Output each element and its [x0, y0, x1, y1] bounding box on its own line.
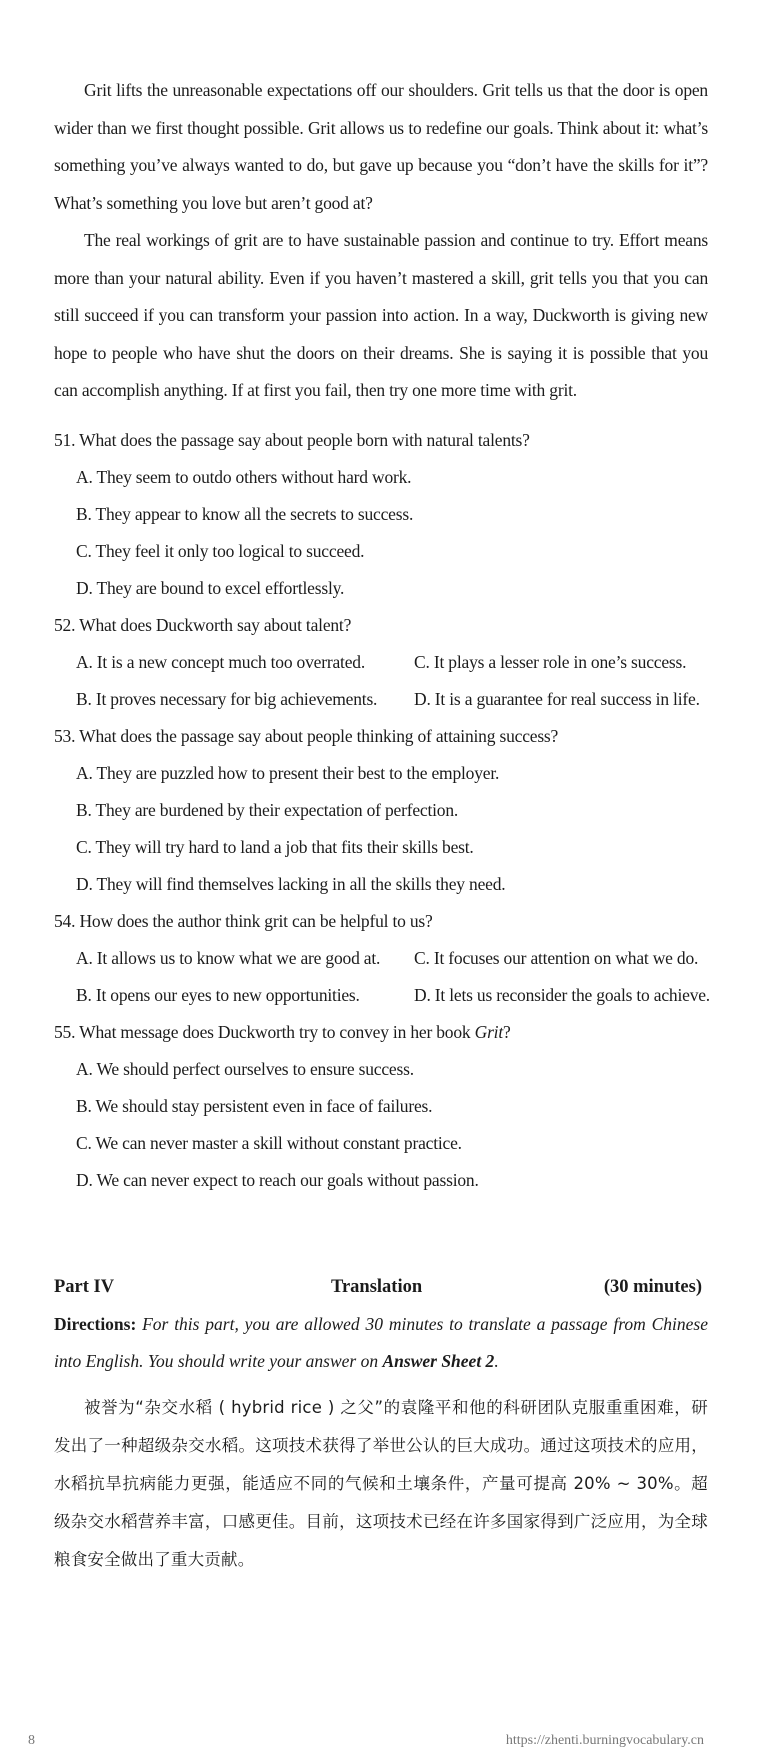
directions-text: For this part, you are allowed 30 minutes to translate a passage from Chinese into English. You should write your answer on — [54, 1314, 708, 1371]
passage-paragraph-1: Grit lifts the unreasonable expectations off our shoulders. Grit tells us that the door is open wider than we first thought possible. Grit allows us to redefine our goals. Think about it: what’s something you’ve always wanted to do, but gave up because you “don’t have the skills for it”? What’s something you love but aren’t good at? — [54, 80, 708, 213]
time-allotted: (30 minutes) — [603, 1277, 702, 1297]
q51-option-d: D. They are bound to excel effortlessly. — [76, 578, 345, 598]
q52-option-c: C. It plays a lesser role in one’s success. — [414, 652, 687, 672]
q51-option-c: C. They feel it only too logical to succeed. — [76, 541, 365, 561]
footer-url: https://zhenti.burningvocabulary.cn — [505, 1733, 704, 1748]
q53-option-b: B. They are burdened by their expectation of perfection. — [76, 800, 459, 820]
question-51-stem: 51. What does the passage say about people born with natural talents? — [54, 430, 530, 450]
q55-option-d: D. We can never expect to reach our goals without passion. — [76, 1170, 479, 1190]
chinese-passage: 被誉为“杂交水稻 ( hybrid rice ) 之父”的袁隆平和他的科研团队克服重重困难，研发出了一种超级杂交水稻。这项技术获得了举世公认的巨大成功。通过这项技术的应用，水稻抗旱抗病能力更强，能适应不同的气候和土壤条件，产量可提高 20% ~ 30%。超级杂交水稻营养丰富，口感更佳。目前，这项技术已经在许多国家得到广泛应用，为全球粮食安全做出了重大贡献。 — [54, 1398, 708, 1569]
q51-option-b: B. They appear to know all the secrets to success. — [76, 504, 414, 524]
q55-stem-end: ? — [503, 1022, 511, 1042]
q52-option-a: A. It is a new concept much too overrated. — [76, 652, 365, 672]
q53-option-c: C. They will try hard to land a job that fits their skills best. — [76, 837, 474, 857]
question-52-stem: 52. What does Duckworth say about talent? — [54, 615, 352, 635]
q55-option-b: B. We should stay persistent even in face of failures. — [76, 1096, 433, 1116]
q55-stem-text: 55. What message does Duckworth try to convey in her book — [54, 1022, 475, 1042]
question-53-stem: 53. What does the passage say about people thinking of attaining success? — [54, 726, 559, 746]
q52-option-d: D. It is a guarantee for real success in life. — [414, 689, 700, 709]
q55-book-title: Grit — [474, 1022, 503, 1042]
answer-sheet-ref: Answer Sheet 2 — [382, 1351, 495, 1371]
question-55-stem — [54, 1022, 511, 1042]
directions-end: . — [494, 1351, 499, 1371]
q54-option-b: B. It opens our eyes to new opportunities. — [76, 985, 360, 1005]
q53-option-d: D. They will find themselves lacking in all the skills they need. — [76, 874, 506, 894]
section-title: Translation — [331, 1277, 423, 1297]
q51-option-a: A. They seem to outdo others without hard work. — [76, 467, 412, 487]
q53-option-a: A. They are puzzled how to present their best to the employer. — [76, 763, 500, 783]
question-54-stem: 54. How does the author think grit can be helpful to us? — [54, 911, 433, 931]
q54-option-c: C. It focuses our attention on what we do. — [414, 948, 699, 968]
q52-option-b: B. It proves necessary for big achievements. — [76, 689, 378, 709]
passage-paragraph-2: The real workings of grit are to have sustainable passion and continue to try. Effort means more than your natural ability. Even if you haven’t mastered a skill, grit tells you that you can still succeed if you can transform your passion into action. In a way, Duckworth is giving new hope to people who have shut the doors on their dreams. She is saying it is possible that you can accomplish anything. If at first you fail, then try one more time with grit. — [54, 230, 708, 400]
reading-passage — [54, 72, 708, 410]
q54-option-d: D. It lets us reconsider the goals to achieve. — [414, 985, 710, 1005]
part-label: Part IV — [54, 1277, 115, 1297]
page-number: 8 — [28, 1733, 35, 1748]
directions — [54, 1306, 708, 1380]
directions-label: Directions: — [54, 1314, 137, 1334]
q55-option-c: C. We can never master a skill without constant practice. — [76, 1133, 462, 1153]
q55-option-a: A. We should perfect ourselves to ensure success. — [76, 1059, 414, 1079]
q54-option-a: A. It allows us to know what we are good at. — [76, 948, 381, 968]
